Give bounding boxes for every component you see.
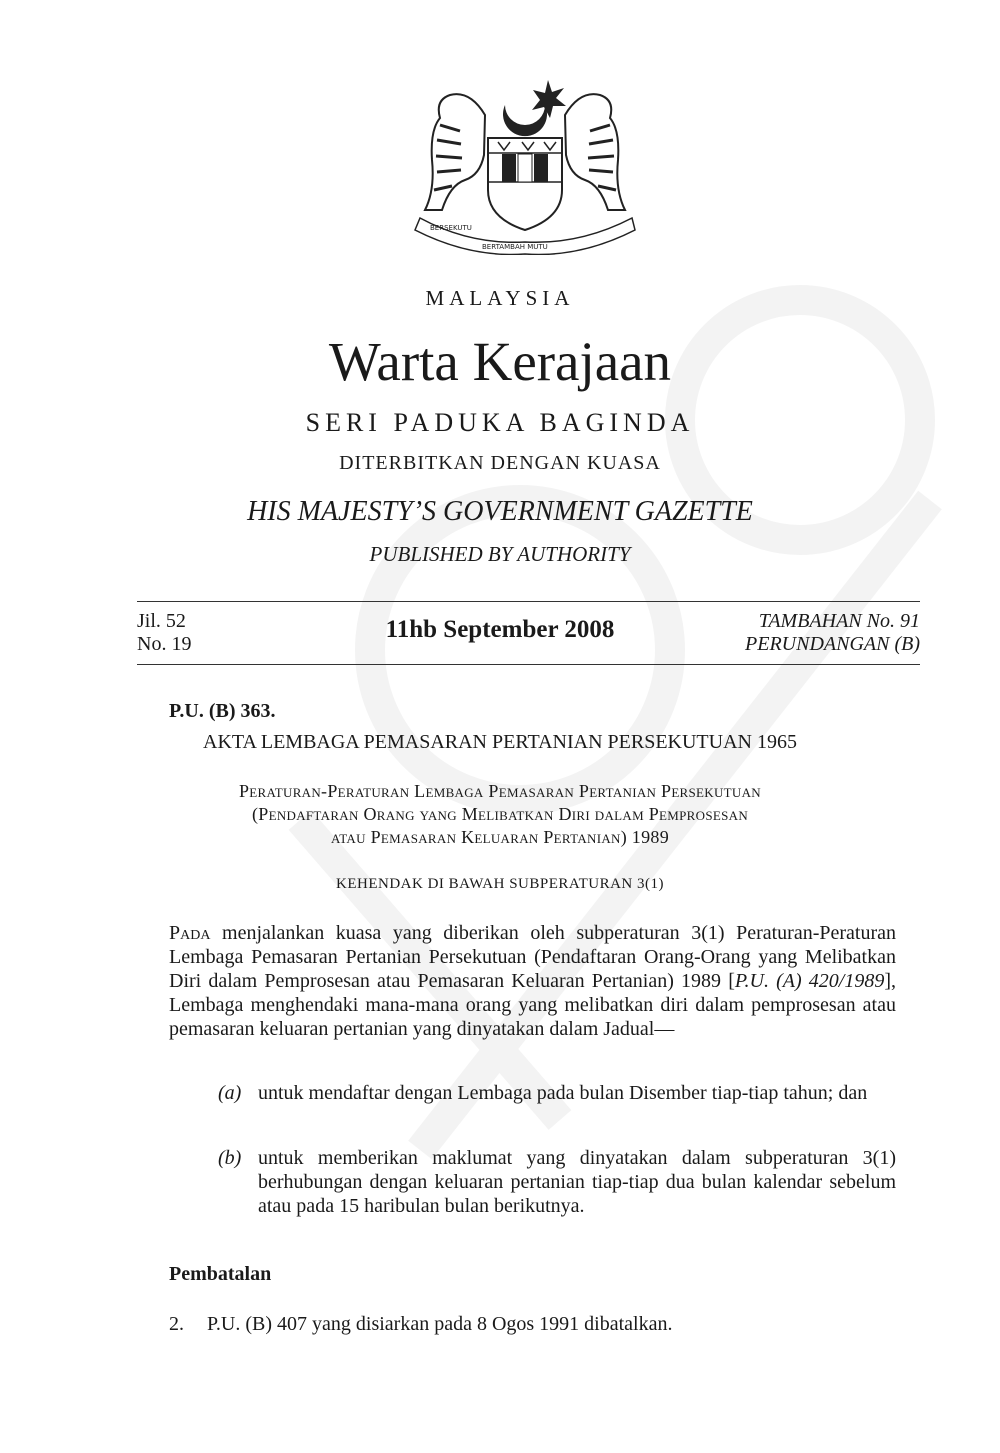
list-item-text: untuk memberikan maklumat yang dinyatakan dalam subperaturan 3(1) berhubungan dengan keluaran pertanian tiap-tiap dua bulan kalendar sebelum atau pada 15 haribulan bulan berikutnya. xyxy=(258,1147,896,1217)
supplement-block xyxy=(745,610,920,656)
list-item-text: untuk mendaftar dengan Lembaga pada bulan Disember tiap-tiap tahun; dan xyxy=(258,1082,868,1104)
preamble-paragraph xyxy=(169,921,896,1041)
gazette-subtitle: SERI PADUKA BAGINDA xyxy=(305,408,695,437)
gazette-title-english: HIS MAJESTY’S GOVERNMENT GAZETTE xyxy=(247,496,753,527)
pu-number: P.U. (B) 363. xyxy=(169,700,276,722)
clause-text: P.U. (B) 407 yang disiarkan pada 8 Ogos 1991 dibatalkan. xyxy=(207,1313,673,1335)
gazette-title: Warta Kerajaan xyxy=(328,331,672,392)
clause-number: 2. xyxy=(169,1313,184,1335)
preamble-citation: P.U. (A) 420/1989 xyxy=(734,970,885,992)
list-item-label: (b) xyxy=(218,1147,242,1169)
clause-2 xyxy=(169,1313,672,1336)
list-item xyxy=(218,1146,896,1218)
coat-of-arms-emblem xyxy=(410,70,640,255)
masthead-rule-bottom xyxy=(137,664,920,665)
supplement-section: PERUNDANGAN (B) xyxy=(745,633,920,655)
preamble-text: menjalankan kuasa yang diberikan oleh subperaturan 3(1) Peraturan-Peraturan Lembaga Pemasaran Pertanian Persekutuan (Pendaftaran Orang-Orang yang Melibatkan Diri dalam Pemprosesan atau Pemasaran Keluaran Pertanian) 1989 [ xyxy=(169,922,896,992)
issue-date: 11hb September 2008 xyxy=(385,616,615,643)
list-item xyxy=(218,1081,896,1105)
motto-left: BERSEKUTU xyxy=(430,224,472,232)
regulation-title xyxy=(0,780,1000,849)
requirement-heading: KEHENDAK DI BAWAH SUBPERATURAN 3(1) xyxy=(336,876,664,892)
preamble-lead: Pada xyxy=(169,922,211,944)
country-name: MALAYSIA xyxy=(425,286,575,310)
regulation-title-line: atau Pemasaran Keluaran Pertanian) 1989 xyxy=(330,827,669,847)
authority-malay: DITERBITKAN DENGAN KUASA xyxy=(339,452,661,474)
list-item-label: (a) xyxy=(218,1082,242,1104)
volume-label: Jil. 52 xyxy=(137,610,186,632)
masthead-rule-top xyxy=(137,601,920,602)
authority-english: PUBLISHED BY AUTHORITY xyxy=(369,542,631,566)
regulation-title-line: Peraturan-Peraturan Lembaga Pemasaran Pertanian Persekutuan xyxy=(239,781,761,801)
issue-number: No. 19 xyxy=(137,633,192,655)
regulation-title-line: (Pendaftaran Orang yang Melibatkan Diri dalam Pemprosesan xyxy=(251,804,749,824)
revocation-heading: Pembatalan xyxy=(169,1263,272,1285)
motto-right: BERTAMBAH MUTU xyxy=(482,243,548,251)
act-title: AKTA LEMBAGA PEMASARAN PERTANIAN PERSEKUTUAN 1965 xyxy=(203,731,797,753)
supplement-number: TAMBAHAN No. 91 xyxy=(758,610,920,632)
preamble-text: ], Lembaga menghendaki mana-mana orang yang melibatkan diri dalam pemprosesan atau pemasaran keluaran pertanian yang dinyatakan dalam Jadual— xyxy=(169,970,896,1040)
